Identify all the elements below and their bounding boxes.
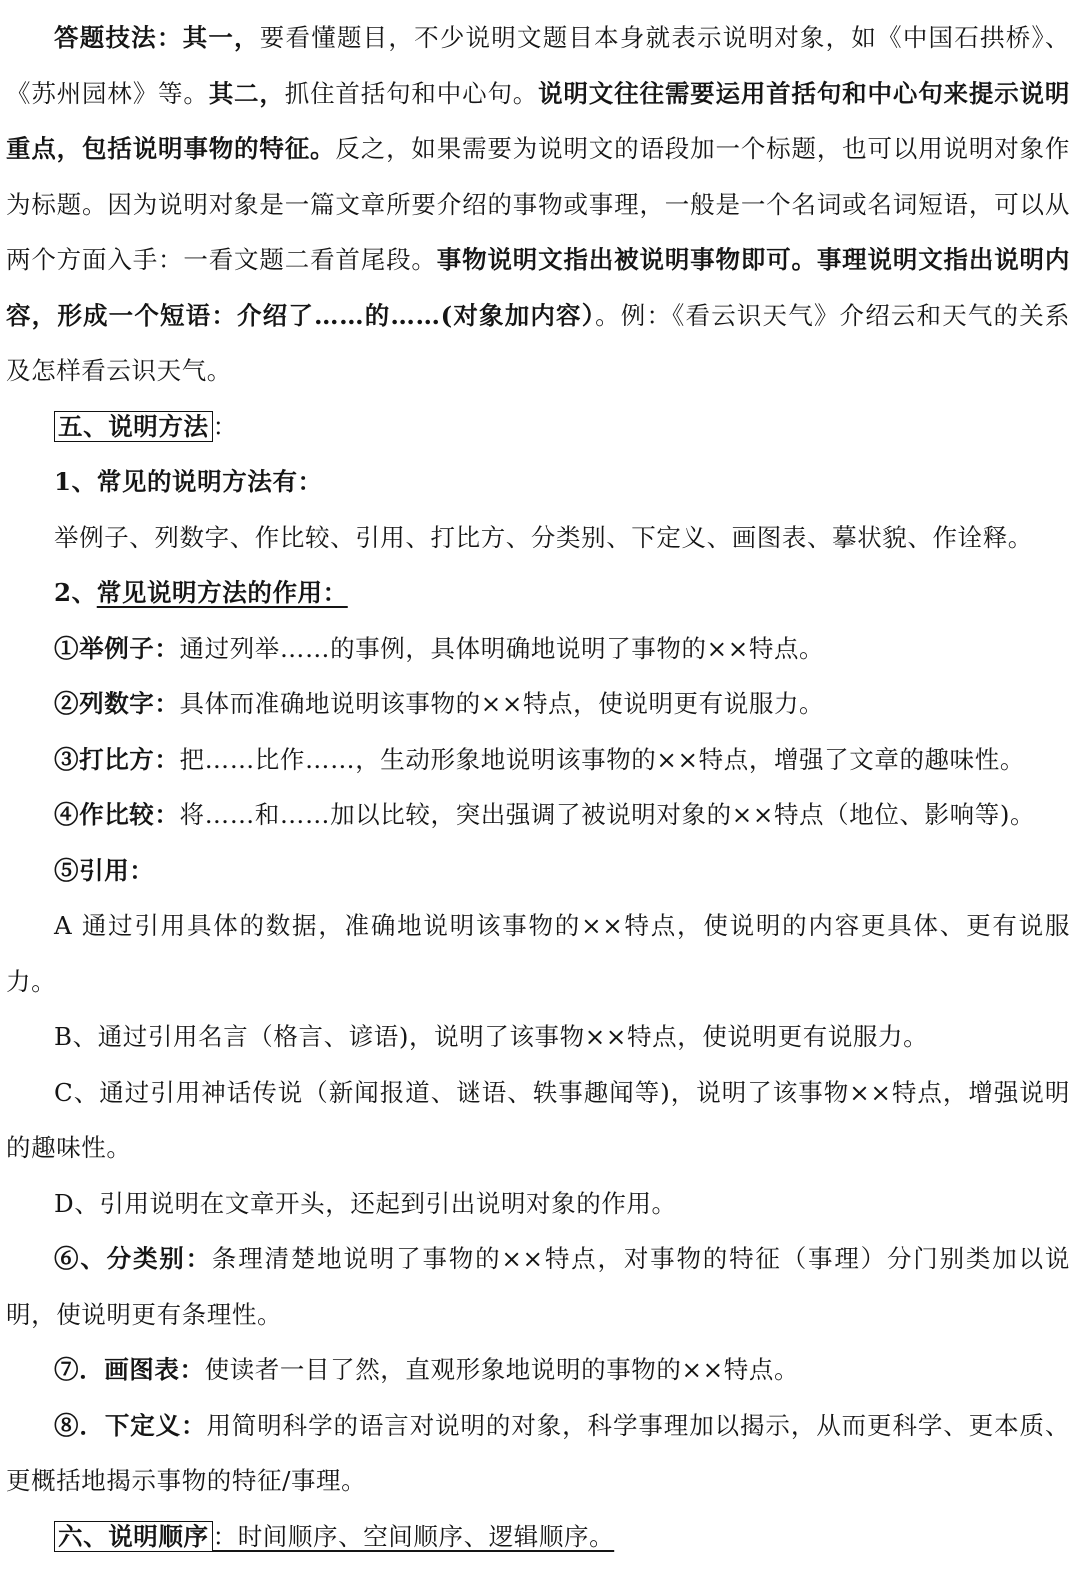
methods-list: 举例子、列数字、作比较、引用、打比方、分类别、下定义、画图表、摹状貌、作诠释。 [54, 522, 1033, 552]
method-numbers: ②列数字：具体而准确地说明该事物的××特点，使说明更有说服力。 [54, 689, 825, 718]
method-classification: ⑥、分类别：条理清楚地说明了事物的××特点，对事物的特征（事理）分门别类加以说明，使说明更有条理性。 [6, 1244, 1070, 1329]
section-six-heading: 六、说明顺序 ：时间顺序、空间顺序、逻辑顺序。 [6, 1509, 1070, 1565]
quotation-item-b: B、通过引用名言（格言、谚语)，说明了该事物××特点，使说明更有说服力。 [54, 1022, 929, 1051]
method-example: ①举例子：通过列举……的事例，具体明确地说明了事物的××特点。 [54, 633, 825, 663]
answer-technique-paragraph: 答题技法：其一，要看懂题目，不少说明文题目本身就表示说明对象，如《中国石拱桥》、《苏州园林》等。其二，抓住首括句和中心句。说明文往往需要运用首括句和中心句来提示说明重点，包括说明事物的特征。反之，如果需要为说明文的语段加一个标题，也可以用说明对象作为标题。因为说明对象是一篇文章所要介绍的事物或事理，一般是一个名词或名词短语，可以从两个方面入手：一看文题二看首尾段。事物说明文指出被说明事物即可。事理说明文指出说明内容，形成一个短语：介绍了……的……(对象加内容）。例：《看云识天气》介绍云和天气的关系及怎样看云识天气。 [6, 23, 1070, 385]
quotation-item-d: D、引用说明在文章开头，还起到引出说明对象的作用。 [54, 1188, 677, 1218]
section-six-title: 六、说明顺序 [54, 1521, 213, 1552]
quotation-item-a: A 通过引用具体的数据，准确地说明该事物的××特点，使说明的内容更具体、更有说服力。 [6, 911, 1070, 996]
method-comparison: ④作比较：将……和……加以比较，突出强调了被说明对象的××特点（地位、影响等)。 [54, 800, 1036, 829]
section-five-title: 五、说明方法 [54, 411, 213, 442]
quotation-item-c: C、通过引用神话传说（新闻报道、谜语、轶事趣闻等)，说明了该事物××特点，增强说明的趣味性。 [6, 1077, 1070, 1162]
technique-heading: 答题技法：其一， [54, 23, 260, 52]
method-quotation: ⑤引用： [54, 855, 155, 885]
section-five-heading: 五、说明方法 ： [6, 399, 1070, 455]
subheading-common-methods: 1、常见的说明方法有： [54, 467, 323, 496]
method-analogy: ③打比方：把……比作……，生动形象地说明该事物的××特点，增强了文章的趣味性。 [54, 744, 1025, 774]
method-charts: ⑦．画图表：使读者一目了然，直观形象地说明的事物的××特点。 [54, 1355, 800, 1384]
subheading-method-effects: 2、常见说明方法的作用： [54, 578, 348, 607]
method-definition: ⑧．下定义：用简明科学的语言对说明的对象，科学事理加以揭示，从而更科学、更本质、更概括地揭示事物的特征/事理。 [6, 1410, 1070, 1495]
